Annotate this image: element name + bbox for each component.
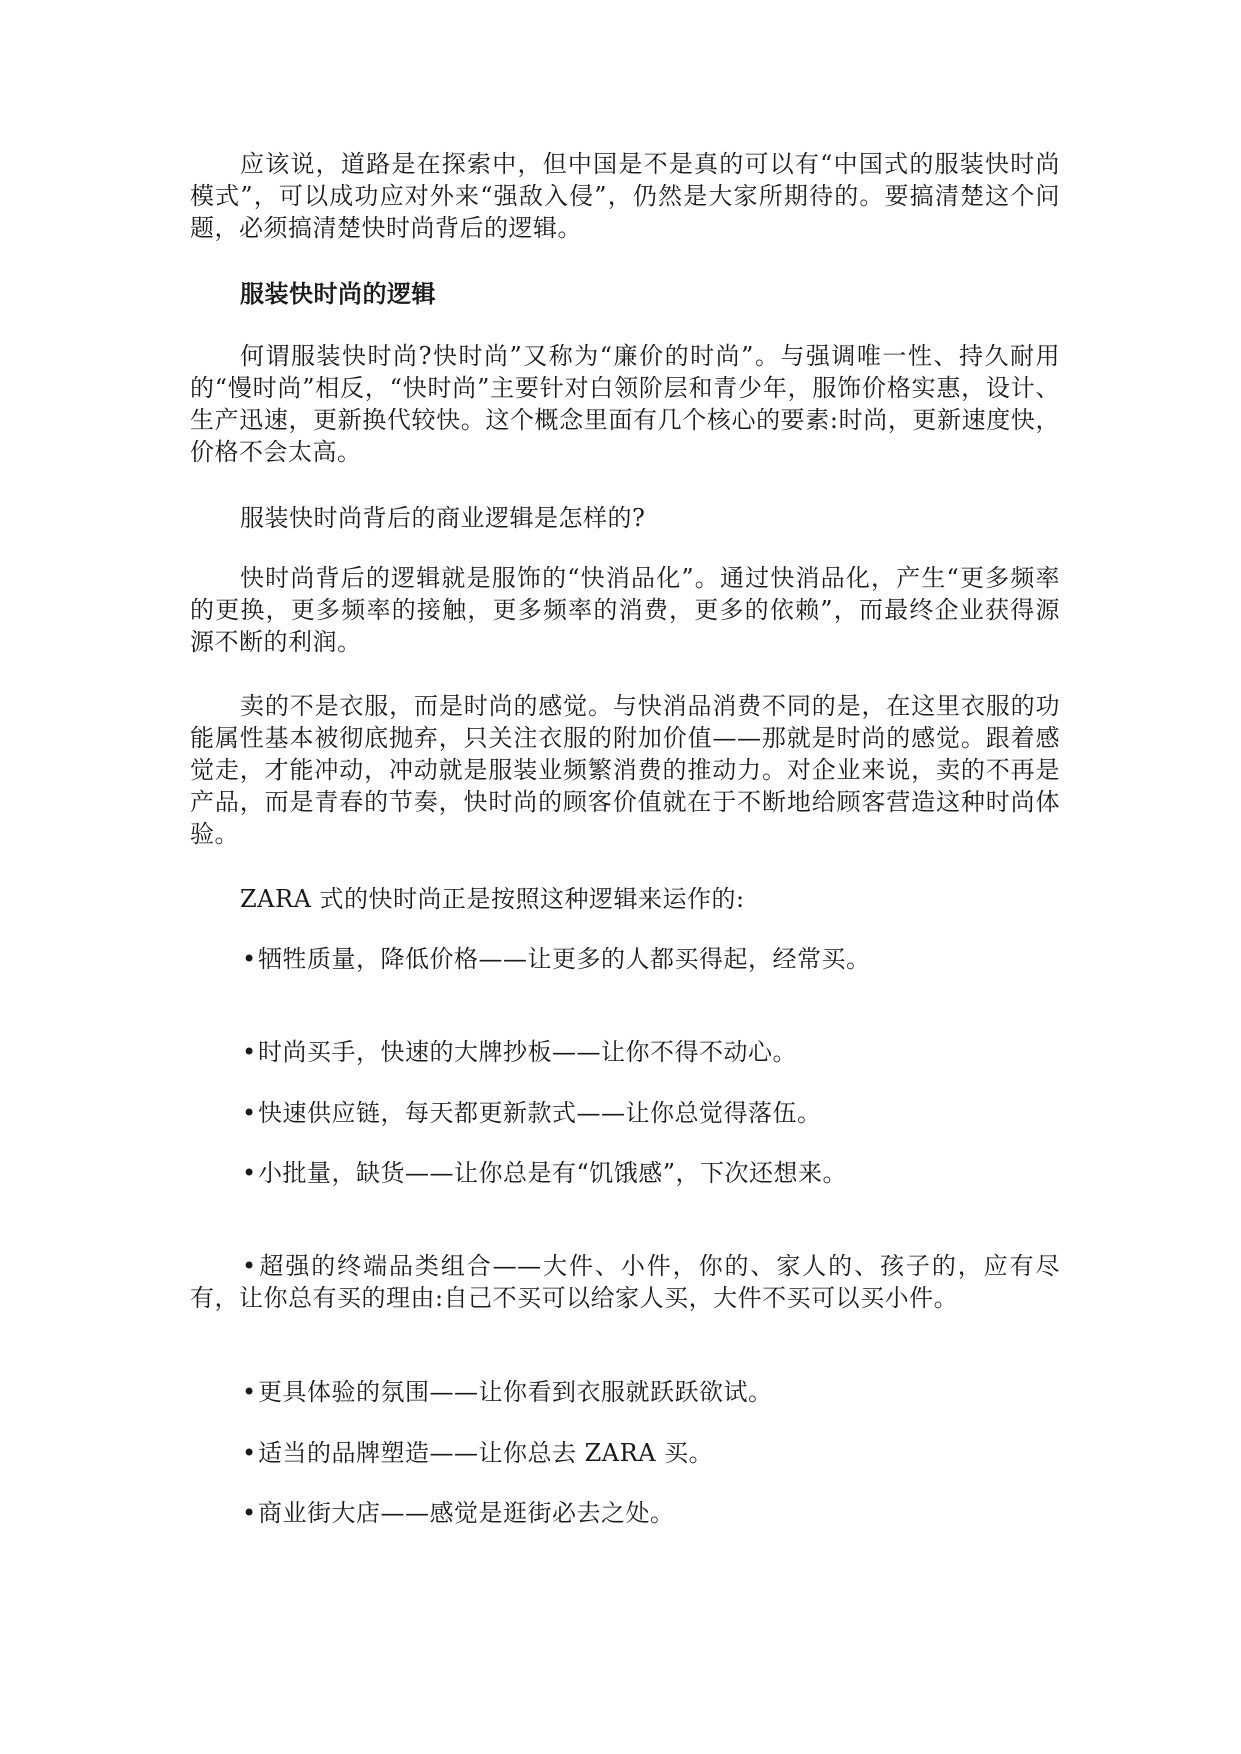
- bullet-icon: •: [242, 1038, 257, 1066]
- bullet-icon: •: [242, 1252, 257, 1280]
- list-item: [190, 1250, 1060, 1314]
- list-item-text: 适当的品牌塑造——让你总去 ZARA 买。: [258, 1439, 714, 1467]
- bullet-icon: •: [242, 945, 257, 973]
- bullet-icon: •: [242, 1439, 257, 1467]
- list-item: [190, 1097, 1060, 1129]
- paragraph-definition: 何谓服装快时尚?快时尚”又称为“廉价的时尚”。与强调唯一性、持久耐用的“慢时尚”相反，“快时尚”主要针对白领阶层和青少年，服饰价格实惠，设计、生产迅速，更新换代较快。这个概念里面有几个核心的要素:时尚，更新速度快，价格不会太高。: [190, 342, 1060, 466]
- paragraph-logic: 快时尚背后的逻辑就是服饰的“快消品化”。通过快消品化，产生“更多频率的更换，更多频率的接触，更多频率的消费，更多的依赖”，而最终企业获得源源不断的利润。: [190, 564, 1060, 656]
- list-item: [190, 1437, 1060, 1469]
- list-item-text: 商业街大店——感觉是逛街必去之处。: [258, 1499, 675, 1527]
- bullet-icon: •: [242, 1159, 257, 1187]
- list-item-text: 更具体验的氛围——让你看到衣服就跃跃欲试。: [258, 1378, 773, 1406]
- list-item: [190, 1036, 1060, 1068]
- list-item-text: 超强的终端品类组合——大件、小件，你的、家人的、孩子的，应有尽有，让你总有买的理由:自己不买可以给家人买，大件不买可以买小件。: [190, 1252, 1060, 1312]
- bullet-icon: •: [242, 1499, 257, 1527]
- list-item-text: 小批量，缺货——让你总是有“饥饿感”，下次还想来。: [258, 1159, 848, 1187]
- paragraph-zara-intro: ZARA 式的快时尚正是按照这种逻辑来运作的:: [240, 885, 745, 913]
- list-item-text: 快速供应链，每天都更新款式——让你总觉得落伍。: [258, 1099, 822, 1127]
- list-item: [190, 943, 1060, 975]
- paragraph-feeling: 卖的不是衣服，而是时尚的感觉。与快消品消费不同的是，在这里衣服的功能属性基本被彻底抛弃，只关注衣服的附加价值——那就是时尚的感觉。跟着感觉走，才能冲动，冲动就是服装业频繁消费的推动力。对企业来说，卖的不再是产品，而是青春的节奏，快时尚的顾客价值就在于不断地给顾客营造这种时尚体验。: [190, 692, 1060, 848]
- list-item-text: 牺牲质量，降低价格——让更多的人都买得起，经常买。: [258, 945, 871, 973]
- list-item: [190, 1497, 1060, 1529]
- paragraph-intro: 应该说，道路是在探索中，但中国是不是真的可以有“中国式的服装快时尚模式”，可以成功应对外来“强敌入侵”，仍然是大家所期待的。要搞清楚这个问题，必须搞清楚快时尚背后的逻辑。: [190, 150, 1060, 242]
- list-item-text: 时尚买手，快速的大牌抄板——让你不得不动心。: [258, 1038, 797, 1066]
- bullet-icon: •: [242, 1099, 257, 1127]
- bullet-icon: •: [242, 1378, 257, 1406]
- list-item: [190, 1157, 1060, 1189]
- paragraph-question: 服装快时尚背后的商业逻辑是怎样的?: [240, 504, 646, 532]
- section-heading: 服装快时尚的逻辑: [240, 280, 436, 308]
- list-item: [190, 1376, 1060, 1408]
